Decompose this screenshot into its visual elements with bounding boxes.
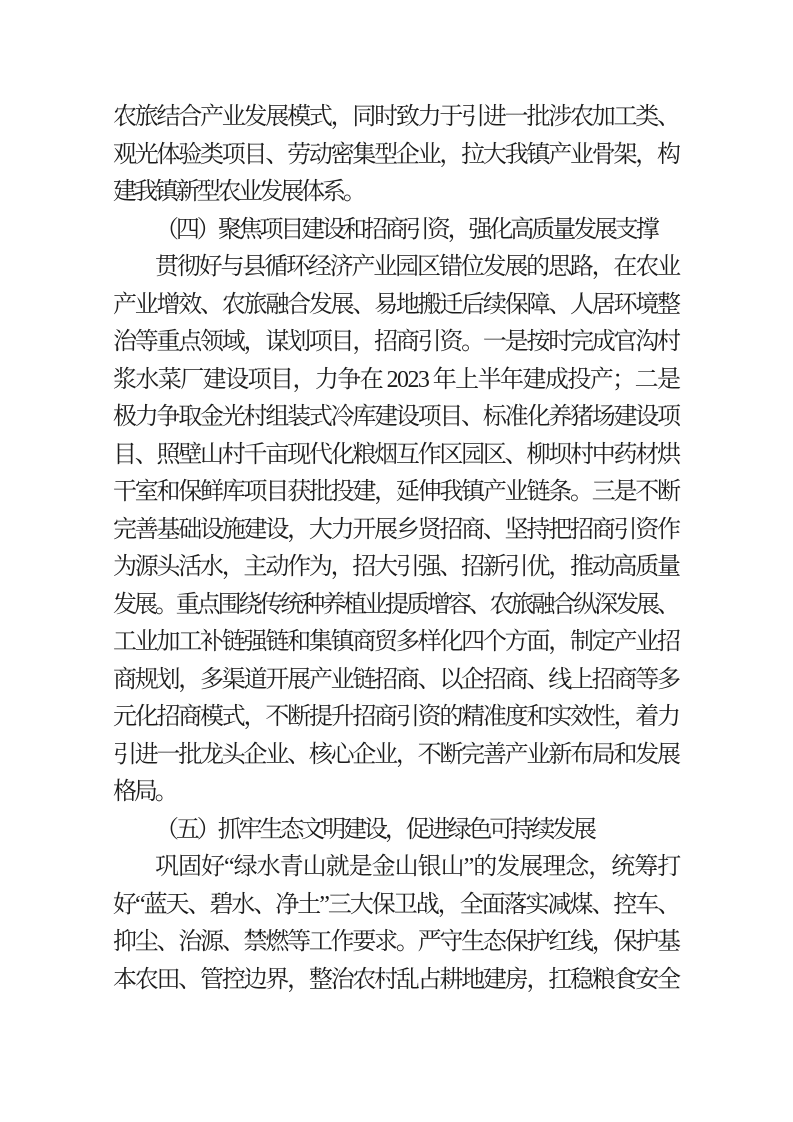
text-line: 为源头活水，主动作为，招大引强、招新引优，推动高质量 [113, 554, 679, 580]
text-line: 工业加工补链强链和集镇商贸多样化四个方面，制定产业招 [113, 629, 679, 655]
text-line: 观光体验类项目、劳动密集型企业，拉大我镇产业骨架，构 [113, 141, 679, 168]
text-line: 商规划，多渠道开展产业链招商、以企招商、线上招商等多 [113, 666, 679, 693]
text-line: 治等重点领域，谋划项目，招商引资。一是按时完成官沟村 [113, 329, 679, 355]
text-line: 干室和保鲜库项目获批投建，延伸我镇产业链条。三是不断 [113, 479, 679, 505]
text-line: 目、照壁山村千亩现代化粮烟互作区园区、柳坝村中药材烘 [113, 441, 679, 468]
document-text-block [113, 99, 681, 999]
text-line: 巩固好“绿水青山就是金山银山”的发展理念，统筹打 [155, 854, 681, 880]
text-line: 本农田、管控边界，整治农村乱占耕地建房，扛稳粮食安全 [113, 966, 679, 993]
text-line: 完善基础设施建设，大力开展乡贤招商、坚持把招商引资作 [113, 516, 679, 543]
text-line: 产业增效、农旅融合发展、易地搬迁后续保障、人居环境整 [113, 291, 679, 318]
text-line: 建我镇新型农业发展体系。 [113, 179, 364, 205]
text-line: 好“蓝天、碧水、净土”三大保卫战，全面落实减煤、控车、 [113, 891, 680, 918]
section-heading: （四）聚焦项目建设和招商引资，强化高质量发展支撑 [155, 216, 657, 243]
text-line: 格局。 [113, 779, 176, 805]
text-line: 抑尘、治源、禁燃等工作要求。严守生态保护红线，保护基 [113, 929, 679, 955]
text-line: 元化招商模式，不断提升招商引资的精准度和实效性，着力 [113, 704, 679, 730]
section-heading: （五）抓牢生态文明建设，促进绿色可持续发展 [155, 816, 594, 843]
text-line: 农旅结合产业发展模式，同时致力于引进一批涉农加工类、 [113, 104, 679, 130]
text-line: 极力争取金光村组装式冷库建设项目、标准化养猪场建设项 [113, 404, 679, 430]
text-line: 引进一批龙头企业、核心企业，不断完善产业新布局和发展 [113, 741, 679, 768]
text-line: 贯彻好与县循环经济产业园区错位发展的思路，在农业 [155, 254, 679, 280]
text-line: 发展。重点围绕传统种养植业提质增容、农旅融合纵深发展、 [113, 591, 678, 618]
text-line: 浆水菜厂建设项目，力争在 2023 年上半年建成投产；二是 [113, 366, 680, 393]
